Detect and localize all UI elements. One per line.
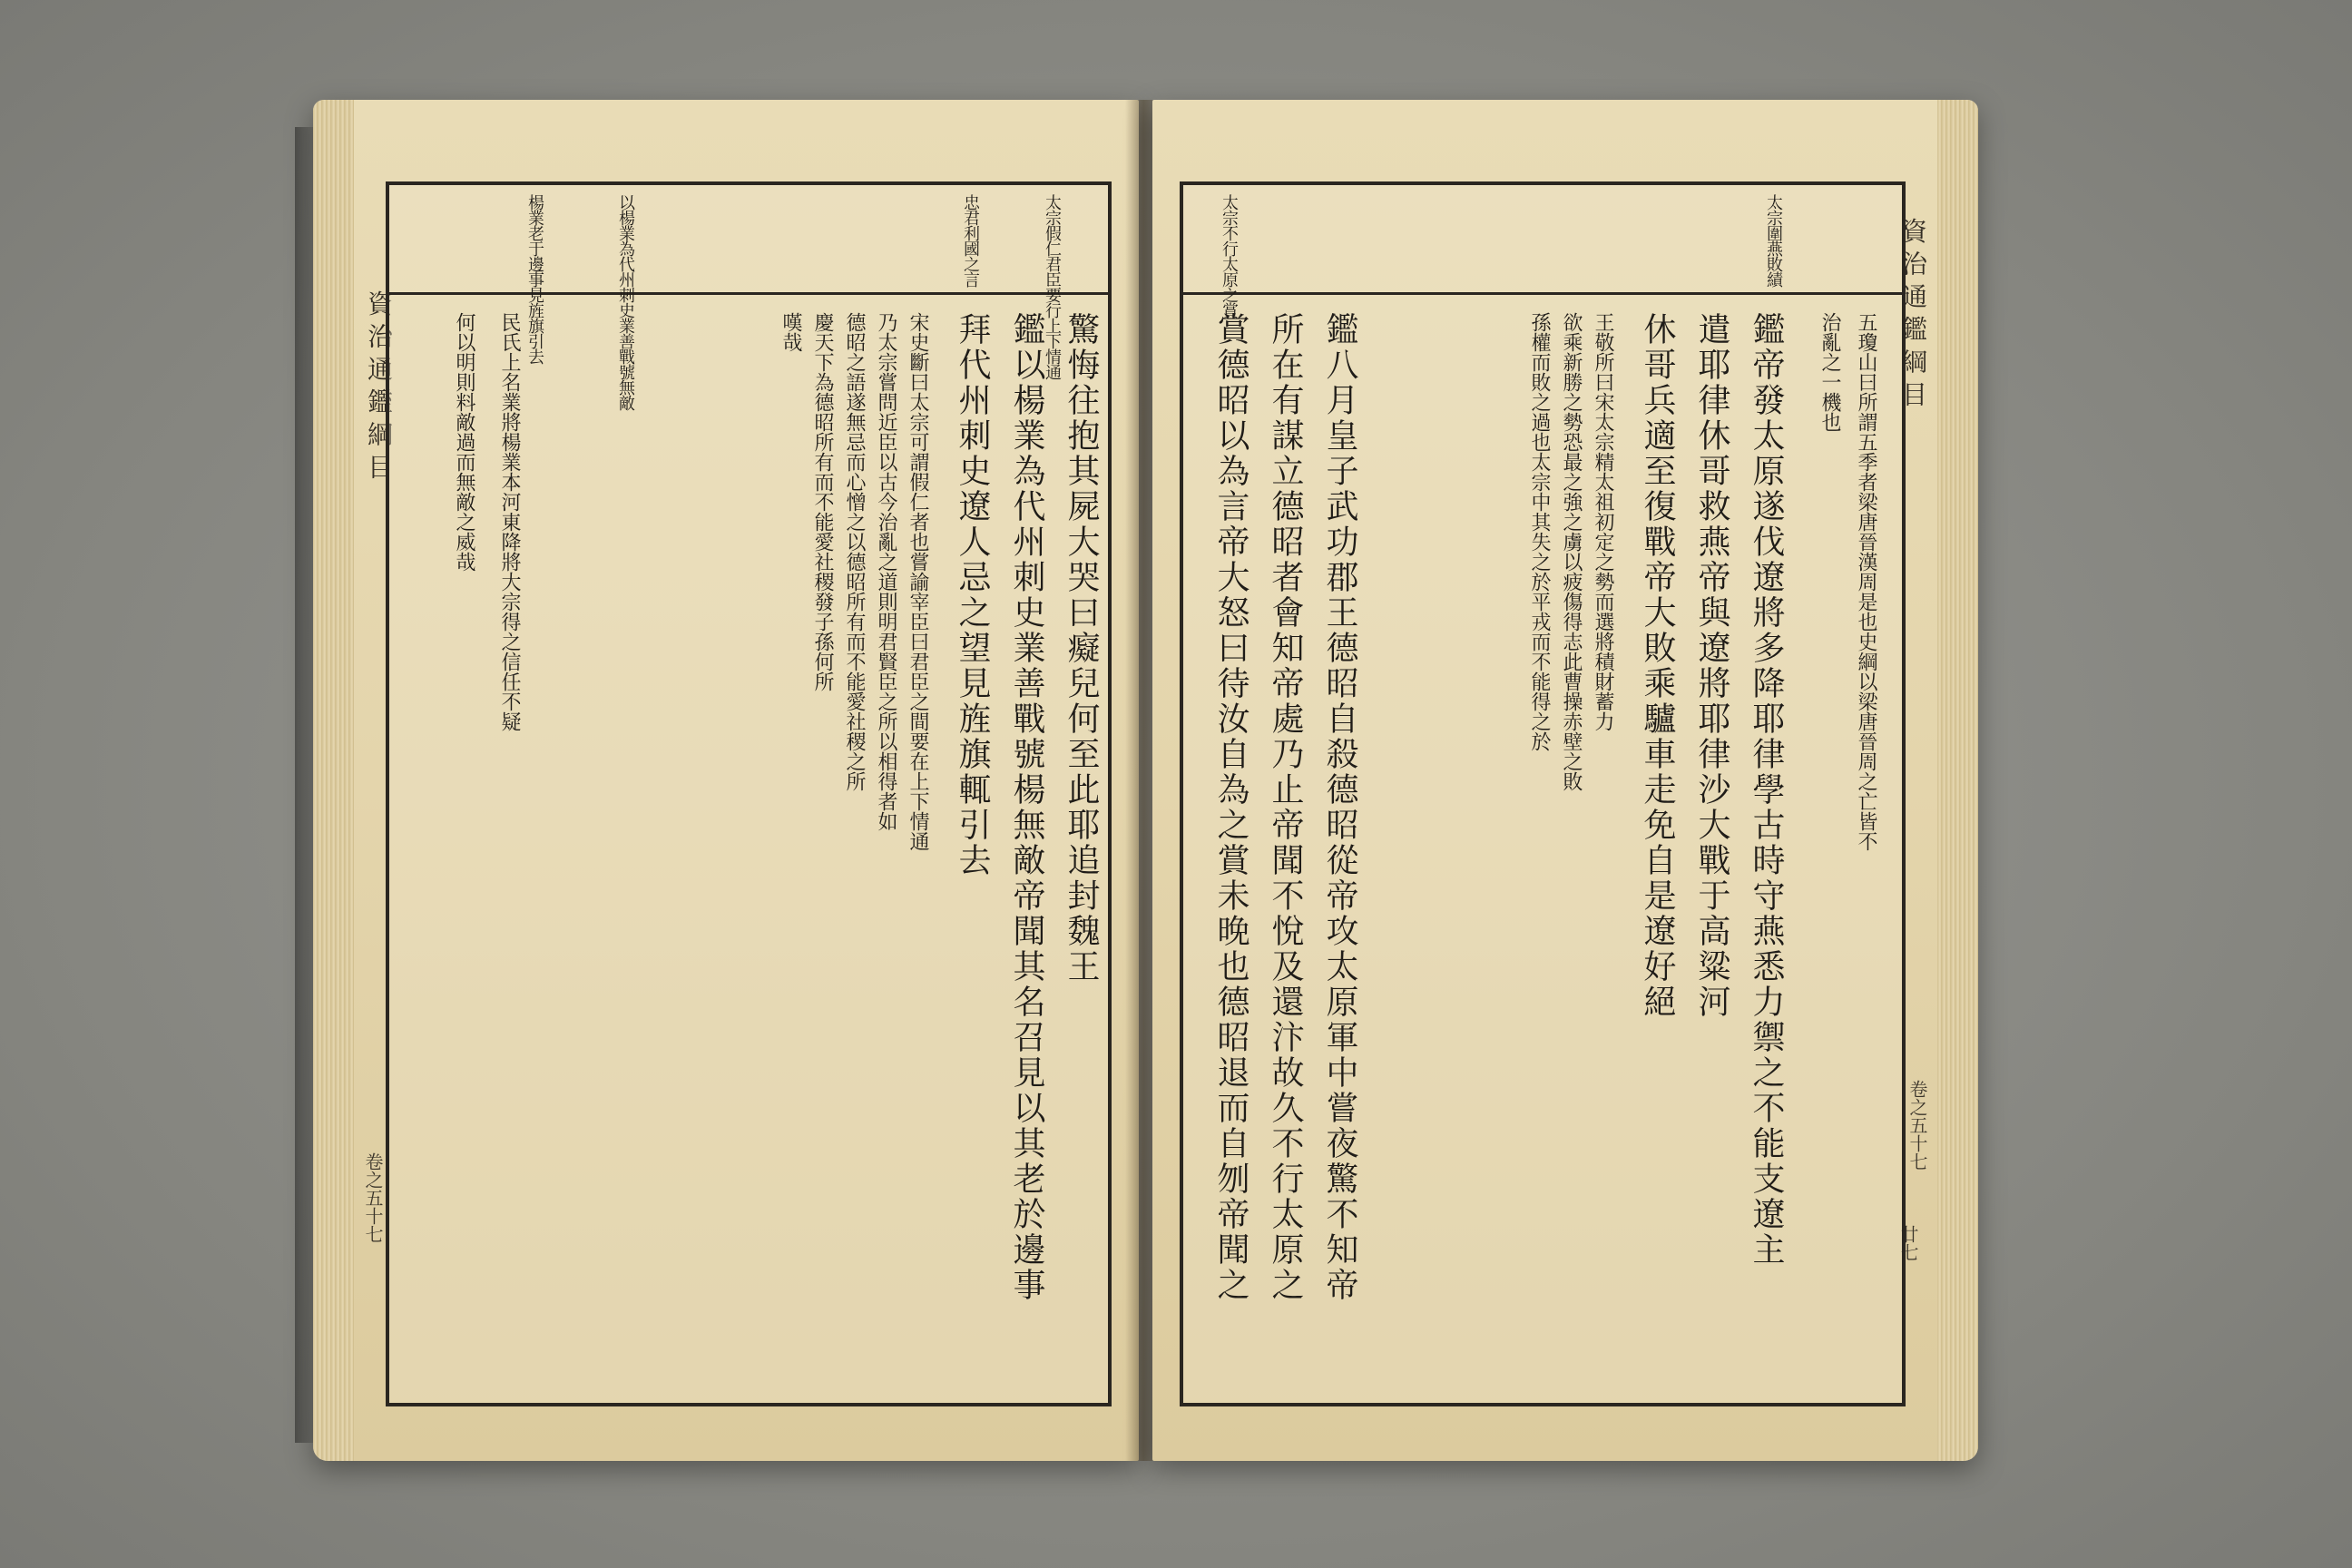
open-book — [313, 100, 1983, 1470]
left-head-note: 太宗假仁君臣要行上下情通 — [1043, 194, 1062, 379]
right-page-folio: 卷之五十七 — [1906, 1080, 1928, 1171]
left-text-column: 驚悔往抱其屍大哭曰癡兒何至此耶追封魏王 — [1063, 312, 1100, 985]
right-text-column: 賞德昭以為言帝大怒曰待汝自為之賞未晚也德昭退而自刎帝聞之 — [1212, 312, 1250, 1303]
right-text-column: 鑑八月皇子武功郡王德昭自殺德昭從帝攻太原軍中嘗夜驚不知帝 — [1321, 312, 1358, 1303]
right-text-column: 所在有謀立德昭者會知帝處乃止帝聞不悅及還汴故久不行太原之 — [1267, 312, 1304, 1303]
left-page-text-frame — [386, 181, 1112, 1406]
right-commentary-column: 孫權而敗之過也太宗中其失之於平戎而不能得之於 — [1528, 312, 1551, 751]
right-commentary-column: 欲乘新勝之勢恐最之強之虜以疲傷得志此曹操赤壁之敗 — [1560, 312, 1583, 791]
right-text-column: 鑑帝發太原遂伐遼將多降耶律學古時守燕悉力禦之不能支遼主 — [1748, 312, 1785, 1268]
left-commentary-column: 德昭之語遂無忌而心憎之以德昭所有而不能愛社稷之所 — [843, 312, 866, 791]
left-commentary-column: 嘆哉 — [779, 312, 802, 352]
right-page-margin-title: 資治通鑑綱目 — [1898, 218, 1928, 414]
right-text-column: 休哥兵適至復戰帝大敗乘驢車走免自是遼好絕 — [1639, 312, 1676, 1020]
right-commentary-column: 五瓊山曰所謂五季者梁唐晉漢周是也史綱以梁唐晉周之亡皆不 — [1855, 312, 1877, 851]
left-commentary-column: 宋史斷曰太宗可謂假仁者也嘗諭宰臣曰君臣之間要在上下情通 — [906, 312, 929, 851]
left-commentary-column: 民氏上名業將楊業本河東降將大宗得之信任不疑 — [498, 312, 521, 731]
left-text-column: 鑑以楊業為代州刺史業善戰號楊無敵帝聞其名召見以其老於邊事 — [1008, 312, 1045, 1303]
left-page-folio: 卷之五十七 — [362, 1152, 384, 1243]
left-commentary-column: 何以明則料敵過而無敵之威哉 — [453, 312, 475, 572]
left-head-note: 以楊業為代州刺史業善戰號無敵 — [616, 194, 635, 410]
right-text-column: 遣耶律休哥救燕帝與遼將耶律沙大戰于高粱河 — [1693, 312, 1730, 1020]
right-page-number: 廿七 — [1897, 1225, 1919, 1261]
right-head-note: 太宗圍燕敗績 — [1764, 194, 1783, 287]
right-head-notes-band — [1183, 185, 1902, 318]
right-commentary-column: 王敬所曰宋太宗精太祖初定之勢而選將積財蓄力 — [1592, 312, 1614, 731]
left-text-column: 拜代州刺史遼人忌之望見旌旗輒引去 — [954, 312, 991, 878]
right-head-note: 太宗不行太原之賞 — [1220, 194, 1239, 318]
left-commentary-column: 乃太宗嘗問近臣以古今治亂之道則明君賢臣之所以相得者如 — [875, 312, 897, 831]
right-commentary-column: 治亂之一機也 — [1818, 312, 1841, 432]
left-head-note: 忠君利國之言 — [961, 194, 980, 287]
left-page-margin-title: 資治通鑑綱目 — [364, 290, 394, 486]
left-head-note: 楊業老于邊事見旌旗引去 — [525, 194, 544, 364]
left-commentary-column: 慶天下為德昭所有而不能愛社稷發子孫何所 — [811, 312, 834, 691]
right-page — [1152, 100, 1978, 1461]
left-page — [313, 100, 1139, 1461]
right-page-text-frame — [1180, 181, 1906, 1406]
